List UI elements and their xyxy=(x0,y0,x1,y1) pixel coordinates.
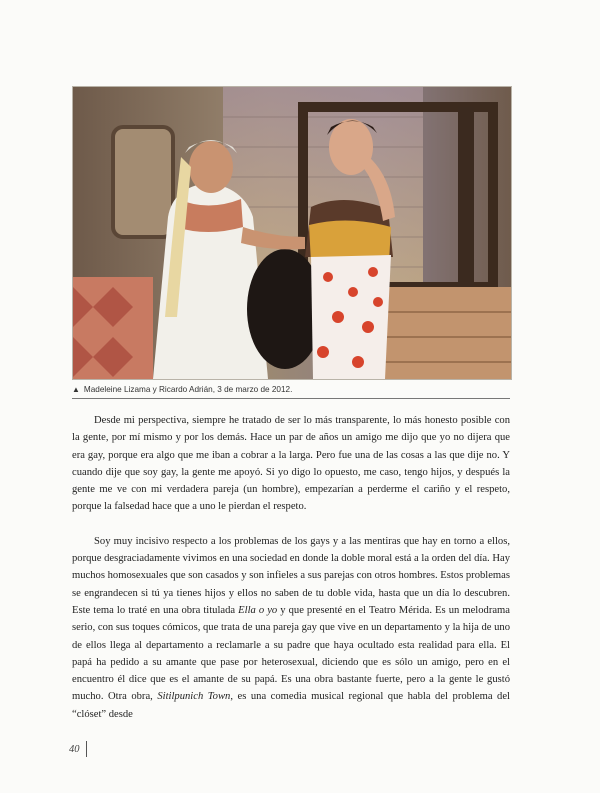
photo-caption xyxy=(72,385,510,394)
stage-photo-illustration xyxy=(73,87,511,379)
paragraph-text: , es una comedia musical regional que habla del problema del “clóset” desde xyxy=(72,691,510,720)
page-number: 40 xyxy=(69,744,80,755)
italic-title: Ella o yo xyxy=(238,604,278,616)
italic-title: Sitilpunich Town xyxy=(157,691,231,703)
caption-text: Madeleine Lizama y Ricardo Adrián, 3 de marzo de 2012. xyxy=(83,385,293,394)
paragraph xyxy=(72,412,510,516)
paragraph-text: Soy muy incisivo respecto a los problemas de los gays y a las mentiras que hay en torno a ellos, porque desgraciadamente vivimos en una sociedad en donde la doble moral está a la orden del día. Hay muchos homosexuales que son casados y son infieles a sus parejas con otros hombres. Estos problemas se engrandecen si tú ya tienes hijos y ellos no saben de tu doble vida, hasta que un día lo descubren. Este tema lo traté en una obra titulada xyxy=(72,535,510,616)
paragraph xyxy=(72,533,510,723)
paragraph-text: y que presenté en el Teatro Mérida. Es un melodrama serio, con sus toques cómicos, que trata de una pareja gay que vive en un departamento y la hija de uno de ellos llega al departamento a reclamarle a su padre que haya ocultado esta realidad para ella. El papá ha pedido a su amante que pase por heterosexual, diciendo que es sólo un amigo, pero en el encuentro él dice que es el amante de su papá. Es una obra bastante fuerte, pero a la gente le gustó mucho. Otra obra, xyxy=(72,604,510,703)
caption-divider xyxy=(72,398,510,399)
caption-marker-icon: ▲ xyxy=(72,385,80,394)
stage-photo xyxy=(72,86,512,380)
paragraph-text: Desde mi perspectiva, siempre he tratado de ser lo más transparente, lo más honesto posible con la gente, por mí mismo y por los demás. Hace un par de años un amigo me dijo que yo no dijera que era gay, porque era algo que me iban a cobrar a la larga. Pero fue una de las cosas a las que dije no. Y cuando dije que soy gay, la gente me apoyó. Si yo digo lo opuesto, me caso, tengo hijos, y después la gente me ve con mi verdadera pareja (un hombre), empezarían a perderme el cariño y el respeto, porque la falsedad hace que a uno le pierdan el respeto. xyxy=(72,415,510,513)
page-number-divider xyxy=(86,741,87,757)
body-text xyxy=(72,412,510,723)
